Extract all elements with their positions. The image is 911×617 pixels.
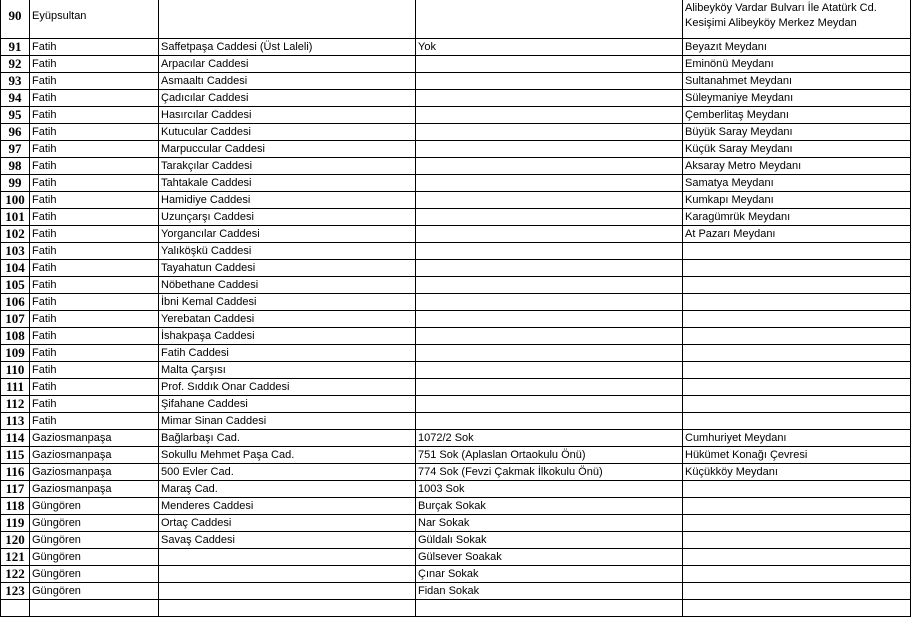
district-cell: Fatih (30, 396, 159, 413)
table-row (1, 413, 911, 430)
table-row (1, 362, 911, 379)
street-cell: Mimar Sinan Caddesi (159, 413, 416, 430)
row-number: 93 (1, 73, 30, 90)
street-2-cell (416, 362, 683, 379)
district-cell: Güngören (30, 515, 159, 532)
street-2-cell: Çınar Sokak (416, 566, 683, 583)
district-cell: Fatih (30, 379, 159, 396)
row-number: 91 (1, 39, 30, 56)
district-cell: Fatih (30, 209, 159, 226)
street-cell: Yerebatan Caddesi (159, 311, 416, 328)
table-row (1, 532, 911, 549)
table-row (1, 277, 911, 294)
square-cell (683, 498, 911, 515)
street-2-cell (416, 345, 683, 362)
street-cell: Ortaç Caddesi (159, 515, 416, 532)
street-cell: Sokullu Mehmet Paşa Cad. (159, 447, 416, 464)
district-cell: Fatih (30, 192, 159, 209)
square-cell: Sultanahmet Meydanı (683, 73, 911, 90)
district-cell: Fatih (30, 175, 159, 192)
table-row (1, 345, 911, 362)
table-row (1, 515, 911, 532)
square-cell (683, 260, 911, 277)
street-2-cell: Güldalı Sokak (416, 532, 683, 549)
district-cell: Güngören (30, 566, 159, 583)
table-row (1, 56, 911, 73)
street-2-cell (416, 379, 683, 396)
table-row (1, 294, 911, 311)
square-cell (683, 413, 911, 430)
row-number: 103 (1, 243, 30, 260)
district-cell: Fatih (30, 73, 159, 90)
street-2-cell: 1003 Sok (416, 481, 683, 498)
district-cell: Fatih (30, 158, 159, 175)
street-cell: Kutucular Caddesi (159, 124, 416, 141)
row-number: 99 (1, 175, 30, 192)
table-row (1, 464, 911, 481)
table-row (1, 481, 911, 498)
district-cell: Fatih (30, 107, 159, 124)
street-cell: Tahtakale Caddesi (159, 175, 416, 192)
row-number: 117 (1, 481, 30, 498)
table-row (1, 396, 911, 413)
table-row (1, 243, 911, 260)
street-2-cell (416, 141, 683, 158)
district-cell: Fatih (30, 124, 159, 141)
square-cell: Küçük Saray Meydanı (683, 141, 911, 158)
street-2-cell (416, 328, 683, 345)
street-2-cell: Yok (416, 39, 683, 56)
street-2-cell: Gülsever Soakak (416, 549, 683, 566)
street-2-cell (416, 0, 683, 39)
district-cell: Eyüpsultan (30, 0, 159, 39)
district-cell: Fatih (30, 311, 159, 328)
street-cell (159, 549, 416, 566)
street-cell: Şifahane Caddesi (159, 396, 416, 413)
district-cell (30, 600, 159, 617)
square-cell: Karagümrük Meydanı (683, 209, 911, 226)
row-number: 90 (1, 0, 30, 39)
square-cell: Süleymaniye Meydanı (683, 90, 911, 107)
square-cell: Aksaray Metro Meydanı (683, 158, 911, 175)
row-number: 113 (1, 413, 30, 430)
street-2-cell (416, 107, 683, 124)
table-row (1, 0, 911, 39)
street-cell: Prof. Sıddık Onar Caddesi (159, 379, 416, 396)
square-cell (683, 379, 911, 396)
street-2-cell: Fidan Sokak (416, 583, 683, 600)
street-cell: İshakpaşa Caddesi (159, 328, 416, 345)
row-number: 108 (1, 328, 30, 345)
street-2-cell (416, 175, 683, 192)
square-cell (683, 345, 911, 362)
table-row (1, 600, 911, 617)
row-number: 114 (1, 430, 30, 447)
row-number: 116 (1, 464, 30, 481)
street-cell: Malta Çarşısı (159, 362, 416, 379)
square-cell (683, 481, 911, 498)
street-2-cell (416, 311, 683, 328)
district-cell: Güngören (30, 532, 159, 549)
table-row (1, 430, 911, 447)
table-row (1, 39, 911, 56)
street-cell: Arpacılar Caddesi (159, 56, 416, 73)
street-2-cell: 1072/2 Sok (416, 430, 683, 447)
square-cell (683, 311, 911, 328)
street-cell (159, 583, 416, 600)
district-cell: Güngören (30, 583, 159, 600)
row-number: 122 (1, 566, 30, 583)
square-cell: Çemberlitaş Meydanı (683, 107, 911, 124)
district-cell: Fatih (30, 260, 159, 277)
square-cell (683, 243, 911, 260)
district-cell: Fatih (30, 56, 159, 73)
street-cell: Maraş Cad. (159, 481, 416, 498)
street-cell: Fatih Caddesi (159, 345, 416, 362)
street-2-cell (416, 56, 683, 73)
row-number: 121 (1, 549, 30, 566)
row-number: 110 (1, 362, 30, 379)
street-cell: Asmaaltı Caddesi (159, 73, 416, 90)
row-number: 119 (1, 515, 30, 532)
street-2-cell: Nar Sokak (416, 515, 683, 532)
street-2-cell (416, 396, 683, 413)
square-cell (683, 600, 911, 617)
row-number: 115 (1, 447, 30, 464)
district-cell: Fatih (30, 294, 159, 311)
row-number: 102 (1, 226, 30, 243)
street-cell: Çadıcılar Caddesi (159, 90, 416, 107)
street-2-cell: 774 Sok (Fevzi Çakmak İlkokulu Önü) (416, 464, 683, 481)
street-2-cell (416, 294, 683, 311)
table-row (1, 549, 911, 566)
square-cell: Samatya Meydanı (683, 175, 911, 192)
table-row (1, 498, 911, 515)
row-number: 101 (1, 209, 30, 226)
table-row (1, 328, 911, 345)
street-2-cell (416, 158, 683, 175)
street-cell: İbni Kemal Caddesi (159, 294, 416, 311)
row-number: 109 (1, 345, 30, 362)
square-cell (683, 583, 911, 600)
square-cell: At Pazarı Meydanı (683, 226, 911, 243)
row-number: 105 (1, 277, 30, 294)
street-cell (159, 566, 416, 583)
square-cell (683, 532, 911, 549)
street-2-cell (416, 192, 683, 209)
square-cell: Kumkapı Meydanı (683, 192, 911, 209)
table-row (1, 566, 911, 583)
street-2-cell: Burçak Sokak (416, 498, 683, 515)
table-row (1, 447, 911, 464)
street-2-cell (416, 600, 683, 617)
district-cell: Güngören (30, 549, 159, 566)
row-number: 95 (1, 107, 30, 124)
row-number: 123 (1, 583, 30, 600)
table-row (1, 260, 911, 277)
row-number: 118 (1, 498, 30, 515)
district-cell: Fatih (30, 226, 159, 243)
district-cell: Fatih (30, 328, 159, 345)
street-cell: Hamidiye Caddesi (159, 192, 416, 209)
square-cell (683, 549, 911, 566)
row-number: 100 (1, 192, 30, 209)
table-row (1, 90, 911, 107)
street-2-cell (416, 90, 683, 107)
table-row (1, 73, 911, 90)
street-2-cell (416, 73, 683, 90)
square-cell (683, 396, 911, 413)
district-cell: Fatih (30, 362, 159, 379)
district-cell: Fatih (30, 90, 159, 107)
table-row (1, 311, 911, 328)
district-cell: Fatih (30, 277, 159, 294)
street-2-cell (416, 124, 683, 141)
row-number: 107 (1, 311, 30, 328)
street-cell: Yorgancılar Caddesi (159, 226, 416, 243)
street-cell: Yalıköşkü Caddesi (159, 243, 416, 260)
street-2-cell (416, 243, 683, 260)
street-cell: Tarakçılar Caddesi (159, 158, 416, 175)
square-cell (683, 566, 911, 583)
square-cell: Büyük Saray Meydanı (683, 124, 911, 141)
table-row (1, 209, 911, 226)
street-cell: Tayahatun Caddesi (159, 260, 416, 277)
row-number: 120 (1, 532, 30, 549)
district-cell: Fatih (30, 345, 159, 362)
street-cell: Saffetpaşa Caddesi (Üst Laleli) (159, 39, 416, 56)
table-row (1, 124, 911, 141)
row-number: 98 (1, 158, 30, 175)
street-cell: Menderes Caddesi (159, 498, 416, 515)
square-cell: Küçükköy Meydanı (683, 464, 911, 481)
row-number: 111 (1, 379, 30, 396)
table-row (1, 583, 911, 600)
row-number: 92 (1, 56, 30, 73)
street-cell: Nöbethane Caddesi (159, 277, 416, 294)
street-cell: Bağlarbaşı Cad. (159, 430, 416, 447)
row-number: 97 (1, 141, 30, 158)
row-number: 106 (1, 294, 30, 311)
street-2-cell: 751 Sok (Aplaslan Ortaokulu Önü) (416, 447, 683, 464)
street-2-cell (416, 413, 683, 430)
district-cell: Güngören (30, 498, 159, 515)
square-cell (683, 328, 911, 345)
street-cell: 500 Evler Cad. (159, 464, 416, 481)
district-cell: Fatih (30, 413, 159, 430)
row-number: 112 (1, 396, 30, 413)
street-cell: Marpuccular Caddesi (159, 141, 416, 158)
district-cell: Gaziosmanpaşa (30, 430, 159, 447)
street-2-cell (416, 226, 683, 243)
table-body (1, 0, 911, 617)
table-row (1, 107, 911, 124)
square-cell (683, 294, 911, 311)
square-cell (683, 515, 911, 532)
street-cell (159, 0, 416, 39)
district-cell: Gaziosmanpaşa (30, 464, 159, 481)
table-row (1, 141, 911, 158)
row-number: 104 (1, 260, 30, 277)
row-number: 94 (1, 90, 30, 107)
street-cell: Savaş Caddesi (159, 532, 416, 549)
table-row (1, 379, 911, 396)
square-cell: Beyazıt Meydanı (683, 39, 911, 56)
table-row (1, 175, 911, 192)
square-cell (683, 277, 911, 294)
square-cell: Alibeyköy Vardar Bulvarı İle Atatürk Cd. Kesişimi Alibeyköy Merkez Meydan (683, 0, 911, 39)
district-cell: Fatih (30, 39, 159, 56)
district-cell: Fatih (30, 243, 159, 260)
street-2-cell (416, 209, 683, 226)
table-row (1, 226, 911, 243)
district-cell: Gaziosmanpaşa (30, 447, 159, 464)
square-cell: Cumhuriyet Meydanı (683, 430, 911, 447)
street-cell: Hasırcılar Caddesi (159, 107, 416, 124)
district-cell: Gaziosmanpaşa (30, 481, 159, 498)
square-cell: Eminönü Meydanı (683, 56, 911, 73)
street-cell: Uzunçarşı Caddesi (159, 209, 416, 226)
square-cell: Hükümet Konağı Çevresi (683, 447, 911, 464)
district-cell: Fatih (30, 141, 159, 158)
table-row (1, 158, 911, 175)
table-row (1, 192, 911, 209)
row-number (1, 600, 30, 617)
row-number: 96 (1, 124, 30, 141)
square-cell (683, 362, 911, 379)
street-cell (159, 600, 416, 617)
street-2-cell (416, 277, 683, 294)
street-2-cell (416, 260, 683, 277)
